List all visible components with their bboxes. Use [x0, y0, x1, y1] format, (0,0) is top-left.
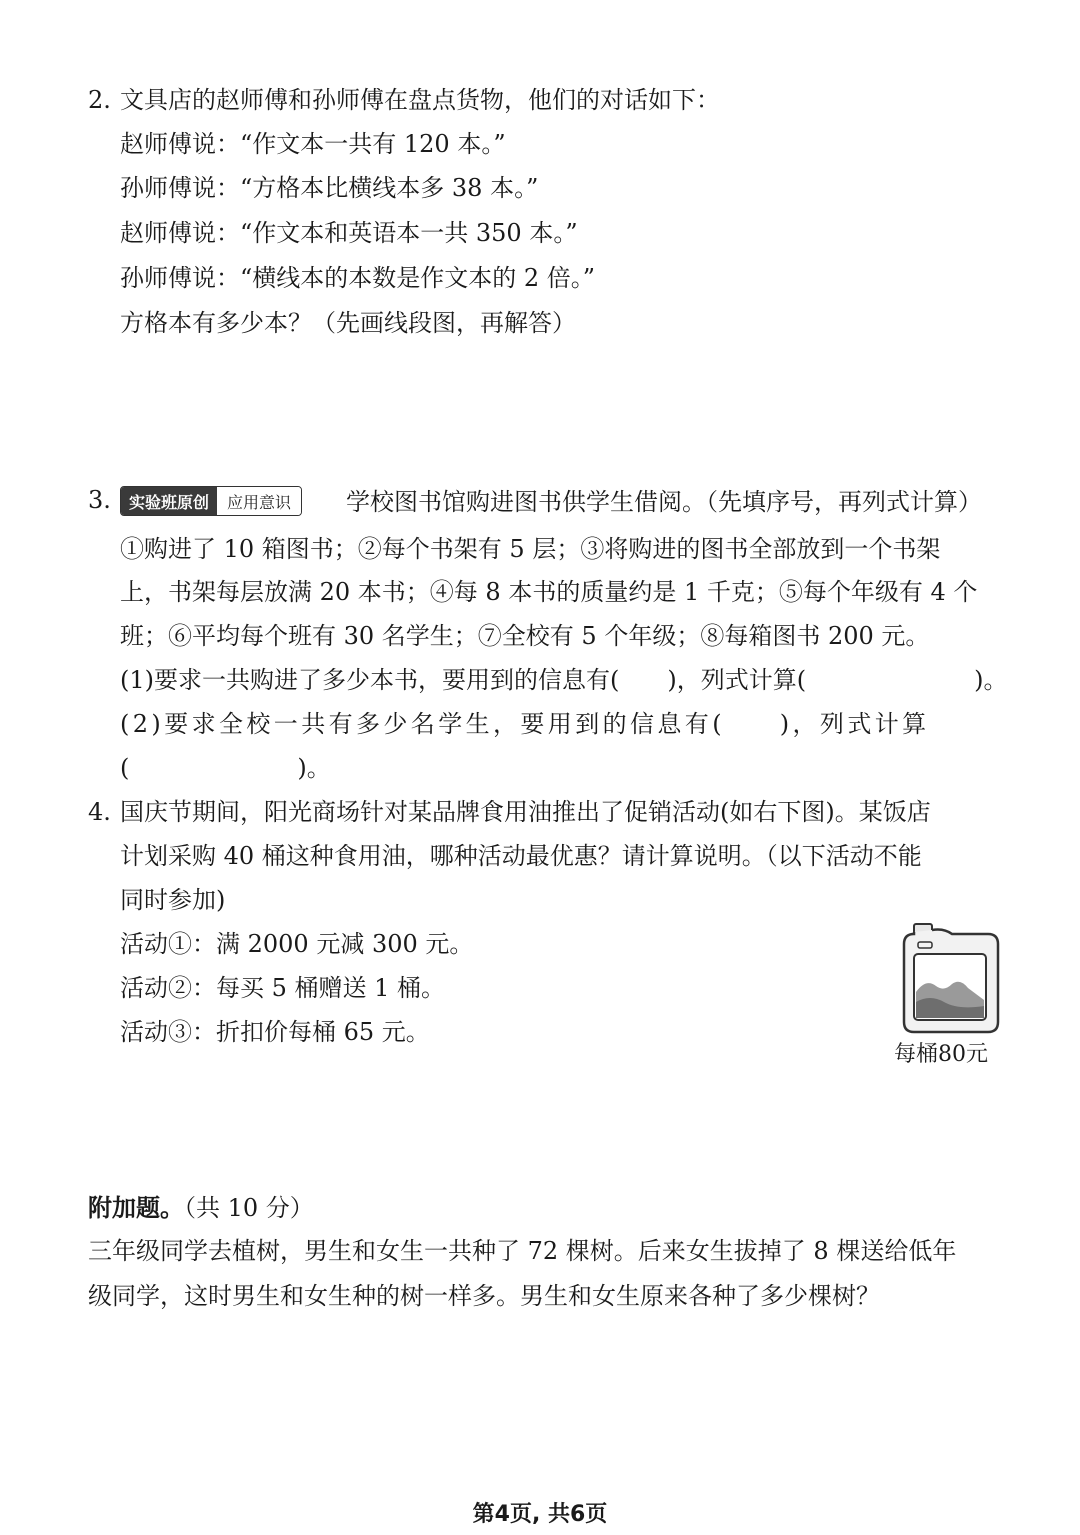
q3-line: 班；⑥平均每个班有 30 名学生；⑦全校有 5 个年级；⑧每箱图书 200 元。 — [120, 622, 930, 650]
badge-original: 实验班原创 — [121, 487, 217, 515]
bonus-title: 附加题。 — [88, 1194, 184, 1222]
q4-activity-2: 活动②：每买 5 桶赠送 1 桶。 — [120, 974, 446, 1002]
q2-number: 2. — [88, 86, 111, 114]
q3-answer-blank: ( )。 — [120, 754, 331, 782]
bonus-line: 级同学，这时男生和女生种的树一样多。男生和女生原来各种了多少棵树？ — [88, 1282, 880, 1310]
q2-line: 方格本有多少本？（先画线段图，再解答） — [120, 309, 576, 337]
q4-activity-1: 活动①：满 2000 元减 300 元。 — [120, 930, 474, 958]
page-footer: 第4页, 共6页 — [472, 1502, 608, 1527]
q4-number: 4. — [88, 798, 111, 826]
q2-line: 赵师傅说：“作文本和英语本一共 350 本。” — [120, 219, 578, 247]
q4-line: 国庆节期间，阳光商场针对某品牌食用油推出了促销活动(如右下图)。某饭店 — [120, 798, 931, 826]
q3-subquestion-1: (1)要求一共购进了多少本书，要用到的信息有( )，列式计算( )。 — [120, 666, 1008, 694]
q3-line: ①购进了 10 箱图书；②每个书架有 5 层；③将购进的图书全部放到一个书架 — [120, 535, 941, 563]
q3-subquestion-2: (2)要求全校一共有多少名学生，要用到的信息有( )，列式计算 — [120, 710, 930, 738]
q4-line: 同时参加) — [120, 886, 226, 914]
q4-line: 计划采购 40 桶这种食用油，哪种活动最优惠？请计算说明。（以下活动不能 — [120, 842, 922, 870]
q2-line: 孙师傅说：“方格本比横线本多 38 本。” — [120, 174, 539, 202]
q2-line: 孙师傅说：“横线本的本数是作文本的 2 倍。” — [120, 264, 596, 292]
q3-number: 3. — [88, 486, 111, 514]
bonus-line: 三年级同学去植树，男生和女生一共种了 72 棵树。后来女生拔掉了 8 棵送给低年 — [88, 1237, 957, 1265]
bonus-score: （共 10 分） — [184, 1194, 314, 1222]
q2-line: 赵师傅说：“作文本一共有 120 本。” — [120, 130, 506, 158]
oil-bottle-icon — [900, 922, 1000, 1034]
q3-intro: 学校图书馆购进图书供学生借阅。（先填序号，再列式计算） — [346, 488, 982, 516]
oil-price-caption: 每桶80元 — [894, 1042, 988, 1067]
q3-line: 上，书架每层放满 20 本书；④每 8 本书的质量约是 1 千克；⑤每个年级有 4 个 — [120, 578, 978, 606]
q2-line: 文具店的赵师傅和孙师傅在盘点货物，他们的对话如下： — [120, 86, 720, 114]
q4-activity-3: 活动③：折扣价每桶 65 元。 — [120, 1018, 430, 1046]
bonus-heading — [88, 1192, 314, 1224]
badge-application: 应用意识 — [217, 487, 301, 515]
q3-tag-badge — [120, 486, 302, 516]
